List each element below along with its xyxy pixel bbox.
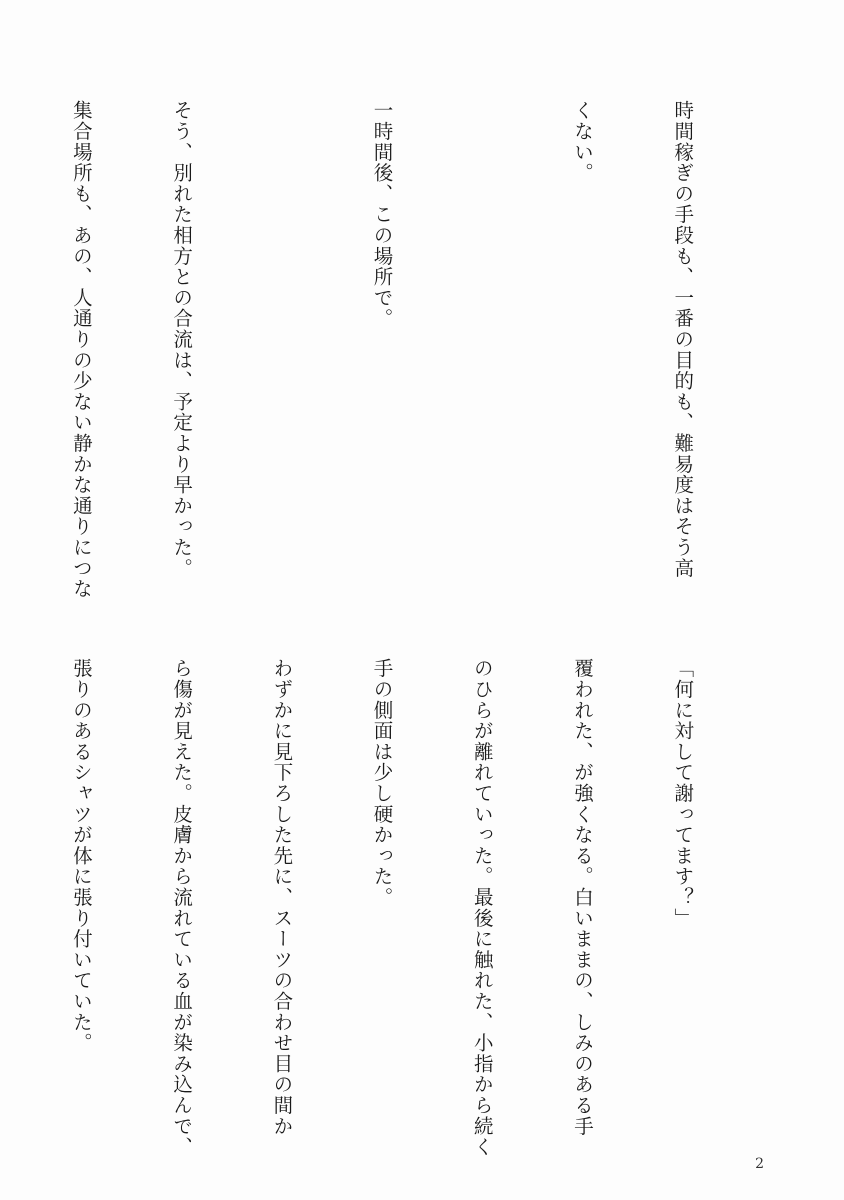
text-line: 張りのあるシャツが体に張り付いていた。	[69, 658, 93, 1054]
text-line: 覆われた、が強くなる。白いままの、しみのある手	[570, 658, 594, 1137]
text-line: くない。	[570, 100, 594, 184]
text-line: わずかに見下ろした先に、スーツの合わせ目の間か	[270, 658, 294, 1137]
text-line: 集合場所も、あの、人通りの少ない静かな通りにつな	[69, 100, 93, 600]
text-block-lower	[0, 658, 766, 1158]
text-line: そう、別れた相方との合流は、予定より早かった。	[170, 100, 194, 579]
text-line: 「何に対して謝ってます？」	[671, 658, 695, 929]
page-number: 2	[755, 1156, 764, 1172]
text-line	[265, 100, 298, 580]
text-line: ら傷が見えた。皮膚から流れている血が染み込んで、	[170, 658, 194, 1158]
text-line	[465, 100, 498, 580]
text-line: 手の側面は少し硬かった。	[370, 658, 394, 908]
text-line: 一時間後、この場所で。	[370, 100, 394, 329]
text-line: のひらが離れていった。最後に触れた、小指から続く	[470, 658, 494, 1158]
text-block-upper	[0, 100, 766, 600]
text-line: 時間稼ぎの手段も、一番の目的も、難易度はそう高	[671, 100, 695, 579]
